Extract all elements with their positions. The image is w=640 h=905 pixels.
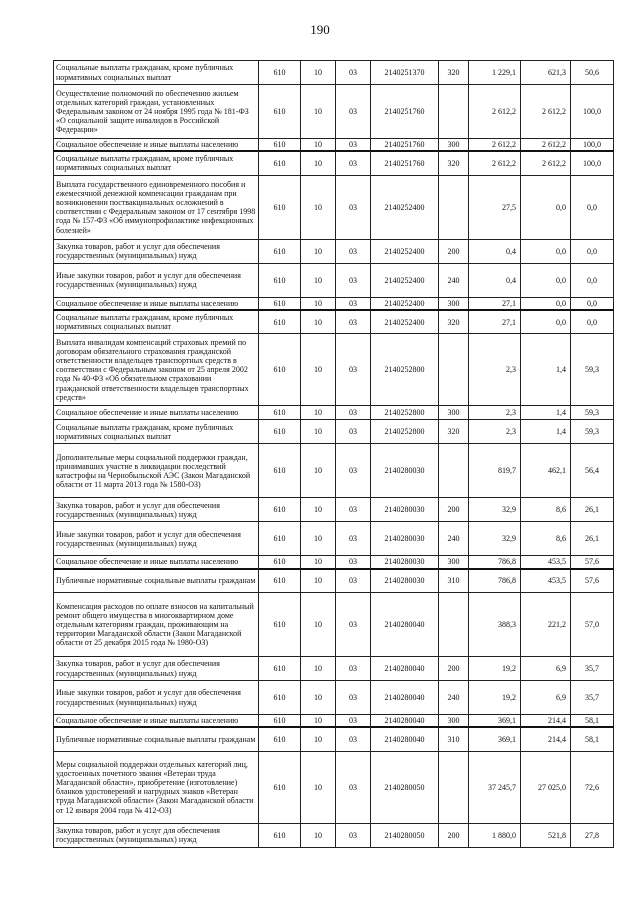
execution-percent-cell: 56,4 (571, 444, 614, 498)
section-cell: 10 (301, 175, 336, 239)
execution-percent-cell: 35,7 (571, 681, 614, 715)
row-name-cell: Закупка товаров, работ и услуг для обеспечения государственных (муниципальных) нужд (54, 239, 259, 263)
expense-type-cell (439, 444, 469, 498)
admin-code-cell: 610 (259, 715, 301, 728)
table-row (54, 727, 614, 751)
row-name-cell: Закупка товаров, работ и услуг для обеспечения государственных (муниципальных) нужд (54, 823, 259, 847)
execution-percent-cell: 57,6 (571, 556, 614, 569)
row-name-cell: Меры социальной поддержки отдельных категорий лиц, удостоенных почетного звания «Ветеран труда Магаданской области», приобретение (изготовление) бланков удостоверений и нагрудных знаков «Ветеран труда Магаданской области» (Закон Магаданской области от 12 января 2004 года № 412-ОЗ) (54, 751, 259, 823)
expense-type-cell (439, 85, 469, 139)
section-cell: 10 (301, 239, 336, 263)
target-article-cell: 2140280030 (371, 498, 439, 522)
section-cell: 10 (301, 85, 336, 139)
row-name-cell: Выплата инвалидам компенсаций страховых премий по договорам обязательного страхования гражданской ответственности владельцев транспортных средств в соответствии с Федеральным законом от 25 апреля 2002 года № 40-ФЗ «Об обязательном страховании гражданской ответственности владельцев транспортных средств» (54, 334, 259, 406)
admin-code-cell: 610 (259, 556, 301, 569)
actual-amount-cell: 521,8 (521, 823, 571, 847)
subsection-cell: 03 (336, 715, 371, 728)
expense-type-cell (439, 593, 469, 657)
actual-amount-cell: 214,4 (521, 715, 571, 728)
execution-percent-cell: 59,3 (571, 420, 614, 444)
target-article-cell: 2140252400 (371, 175, 439, 239)
row-name-cell: Социальное обеспечение и иные выплаты населению (54, 556, 259, 569)
table-row (54, 681, 614, 715)
target-article-cell: 2140252400 (371, 239, 439, 263)
actual-amount-cell: 8,6 (521, 498, 571, 522)
plan-amount-cell: 19,2 (469, 681, 521, 715)
actual-amount-cell: 462,1 (521, 444, 571, 498)
expense-type-cell: 240 (439, 263, 469, 297)
subsection-cell: 03 (336, 263, 371, 297)
execution-percent-cell: 57,0 (571, 593, 614, 657)
expense-type-cell: 320 (439, 310, 469, 334)
table-row (54, 239, 614, 263)
target-article-cell: 2140280040 (371, 593, 439, 657)
row-name-cell: Социальные выплаты гражданам, кроме публичных нормативных социальных выплат (54, 310, 259, 334)
section-cell: 10 (301, 297, 336, 310)
subsection-cell: 03 (336, 406, 371, 420)
execution-percent-cell: 100,0 (571, 139, 614, 152)
plan-amount-cell: 2 612,2 (469, 151, 521, 175)
admin-code-cell: 610 (259, 444, 301, 498)
subsection-cell: 03 (336, 556, 371, 569)
expense-type-cell: 320 (439, 61, 469, 85)
plan-amount-cell: 1 229,1 (469, 61, 521, 85)
plan-amount-cell: 369,1 (469, 727, 521, 751)
execution-percent-cell: 0,0 (571, 239, 614, 263)
admin-code-cell: 610 (259, 61, 301, 85)
execution-percent-cell: 100,0 (571, 151, 614, 175)
actual-amount-cell: 221,2 (521, 593, 571, 657)
row-name-cell: Иные закупки товаров, работ и услуг для обеспечения государственных (муниципальных) нужд (54, 263, 259, 297)
execution-percent-cell: 35,7 (571, 657, 614, 681)
admin-code-cell: 610 (259, 139, 301, 152)
subsection-cell: 03 (336, 727, 371, 751)
subsection-cell: 03 (336, 139, 371, 152)
execution-percent-cell: 57,6 (571, 569, 614, 593)
section-cell: 10 (301, 139, 336, 152)
row-name-cell: Закупка товаров, работ и услуг для обеспечения государственных (муниципальных) нужд (54, 657, 259, 681)
admin-code-cell: 610 (259, 593, 301, 657)
row-name-cell: Социальные выплаты гражданам, кроме публичных нормативных социальных выплат (54, 61, 259, 85)
section-cell: 10 (301, 823, 336, 847)
subsection-cell: 03 (336, 569, 371, 593)
target-article-cell: 2140280030 (371, 522, 439, 556)
actual-amount-cell: 6,9 (521, 657, 571, 681)
execution-percent-cell: 59,3 (571, 334, 614, 406)
target-article-cell: 2140280040 (371, 715, 439, 728)
expense-type-cell (439, 334, 469, 406)
plan-amount-cell: 388,3 (469, 593, 521, 657)
execution-percent-cell: 0,0 (571, 263, 614, 297)
subsection-cell: 03 (336, 175, 371, 239)
actual-amount-cell: 0,0 (521, 239, 571, 263)
actual-amount-cell: 2 612,2 (521, 139, 571, 152)
target-article-cell: 2140251760 (371, 151, 439, 175)
row-name-cell: Выплата государственного единовременного пособия и ежемесячной денежной компенсации гражданам при возникновении поствакцинальных осложнений в соответствии с Федеральным законом от 17 сентября 1998 года № 157-ФЗ «Об иммунопрофилактике инфекционных болезней» (54, 175, 259, 239)
section-cell: 10 (301, 556, 336, 569)
actual-amount-cell: 0,0 (521, 175, 571, 239)
execution-percent-cell: 0,0 (571, 310, 614, 334)
execution-percent-cell: 50,6 (571, 61, 614, 85)
subsection-cell: 03 (336, 681, 371, 715)
expense-type-cell: 300 (439, 139, 469, 152)
actual-amount-cell: 27 025,0 (521, 751, 571, 823)
plan-amount-cell: 0,4 (469, 263, 521, 297)
admin-code-cell: 610 (259, 657, 301, 681)
plan-amount-cell: 27,1 (469, 310, 521, 334)
table-row (54, 593, 614, 657)
section-cell: 10 (301, 420, 336, 444)
row-name-cell: Дополнительные меры социальной поддержки граждан, принимавших участие в ликвидации последствий катастрофы на Чернобыльской АЭС (Закон Магаданской области от 11 марта 2013 года № 1580-ОЗ) (54, 444, 259, 498)
actual-amount-cell: 0,0 (521, 263, 571, 297)
admin-code-cell: 610 (259, 310, 301, 334)
admin-code-cell: 610 (259, 823, 301, 847)
section-cell: 10 (301, 263, 336, 297)
target-article-cell: 2140280050 (371, 751, 439, 823)
target-article-cell: 2140252400 (371, 297, 439, 310)
target-article-cell: 2140280030 (371, 444, 439, 498)
table-row (54, 61, 614, 85)
target-article-cell: 2140252800 (371, 334, 439, 406)
subsection-cell: 03 (336, 85, 371, 139)
subsection-cell: 03 (336, 593, 371, 657)
target-article-cell: 2140252400 (371, 310, 439, 334)
actual-amount-cell: 2 612,2 (521, 85, 571, 139)
admin-code-cell: 610 (259, 751, 301, 823)
plan-amount-cell: 2,3 (469, 420, 521, 444)
admin-code-cell: 610 (259, 263, 301, 297)
plan-amount-cell: 37 245,7 (469, 751, 521, 823)
table-row (54, 823, 614, 847)
section-cell: 10 (301, 751, 336, 823)
row-name-cell: Закупка товаров, работ и услуг для обеспечения государственных (муниципальных) нужд (54, 498, 259, 522)
subsection-cell: 03 (336, 61, 371, 85)
execution-percent-cell: 27,8 (571, 823, 614, 847)
row-name-cell: Социальные выплаты гражданам, кроме публичных нормативных социальных выплат (54, 151, 259, 175)
admin-code-cell: 610 (259, 569, 301, 593)
plan-amount-cell: 2,3 (469, 406, 521, 420)
section-cell: 10 (301, 151, 336, 175)
table-row (54, 310, 614, 334)
admin-code-cell: 610 (259, 334, 301, 406)
admin-code-cell: 610 (259, 420, 301, 444)
table-row (54, 334, 614, 406)
page-number: 190 (310, 22, 330, 37)
table-row (54, 751, 614, 823)
plan-amount-cell: 27,1 (469, 297, 521, 310)
plan-amount-cell: 2,3 (469, 334, 521, 406)
expense-type-cell: 200 (439, 823, 469, 847)
plan-amount-cell: 2 612,2 (469, 139, 521, 152)
actual-amount-cell: 8,6 (521, 522, 571, 556)
section-cell: 10 (301, 727, 336, 751)
target-article-cell: 2140280040 (371, 657, 439, 681)
execution-percent-cell: 58,1 (571, 715, 614, 728)
execution-percent-cell: 58,1 (571, 727, 614, 751)
target-article-cell: 2140251370 (371, 61, 439, 85)
expense-type-cell (439, 175, 469, 239)
table-row (54, 715, 614, 728)
admin-code-cell: 610 (259, 406, 301, 420)
table-row (54, 263, 614, 297)
subsection-cell: 03 (336, 420, 371, 444)
expense-type-cell: 310 (439, 727, 469, 751)
table-row (54, 522, 614, 556)
actual-amount-cell: 453,5 (521, 569, 571, 593)
row-name-cell: Социальное обеспечение и иные выплаты населению (54, 406, 259, 420)
table-row (54, 139, 614, 152)
admin-code-cell: 610 (259, 239, 301, 263)
subsection-cell: 03 (336, 751, 371, 823)
execution-percent-cell: 26,1 (571, 522, 614, 556)
actual-amount-cell: 1,4 (521, 406, 571, 420)
subsection-cell: 03 (336, 823, 371, 847)
expense-type-cell: 310 (439, 569, 469, 593)
admin-code-cell: 610 (259, 297, 301, 310)
section-cell: 10 (301, 715, 336, 728)
table-row (54, 85, 614, 139)
section-cell: 10 (301, 310, 336, 334)
plan-amount-cell: 786,8 (469, 556, 521, 569)
row-name-cell: Социальное обеспечение и иные выплаты населению (54, 297, 259, 310)
row-name-cell: Компенсация расходов по оплате взносов на капитальный ремонт общего имущества в многоквартирном доме отдельным категориям граждан, проживающим на территории Магаданской области (Закон Магаданской области от 25 декабря 2015 года № 1980-ОЗ) (54, 593, 259, 657)
section-cell: 10 (301, 593, 336, 657)
subsection-cell: 03 (336, 239, 371, 263)
execution-percent-cell: 0,0 (571, 297, 614, 310)
target-article-cell: 2140280030 (371, 556, 439, 569)
subsection-cell: 03 (336, 334, 371, 406)
execution-percent-cell: 0,0 (571, 175, 614, 239)
section-cell: 10 (301, 657, 336, 681)
plan-amount-cell: 2 612,2 (469, 85, 521, 139)
section-cell: 10 (301, 569, 336, 593)
target-article-cell: 2140280040 (371, 727, 439, 751)
row-name-cell: Осуществление полномочий по обеспечению жильем отдельных категорий граждан, установленных Федеральным законом от 24 ноября 1995 года № 181-ФЗ «О социальной защите инвалидов в Российской Федерации» (54, 85, 259, 139)
subsection-cell: 03 (336, 498, 371, 522)
section-cell: 10 (301, 498, 336, 522)
expense-type-cell: 200 (439, 657, 469, 681)
admin-code-cell: 610 (259, 522, 301, 556)
admin-code-cell: 610 (259, 151, 301, 175)
table-row (54, 444, 614, 498)
execution-percent-cell: 59,3 (571, 406, 614, 420)
expense-type-cell: 300 (439, 297, 469, 310)
expense-type-cell: 320 (439, 151, 469, 175)
expense-type-cell: 200 (439, 498, 469, 522)
table-row (54, 657, 614, 681)
row-name-cell: Публичные нормативные социальные выплаты гражданам (54, 727, 259, 751)
expense-type-cell: 240 (439, 681, 469, 715)
plan-amount-cell: 0,4 (469, 239, 521, 263)
expense-type-cell: 320 (439, 420, 469, 444)
row-name-cell: Социальное обеспечение и иные выплаты населению (54, 715, 259, 728)
actual-amount-cell: 453,5 (521, 556, 571, 569)
plan-amount-cell: 27,5 (469, 175, 521, 239)
row-name-cell: Социальное обеспечение и иные выплаты населению (54, 139, 259, 152)
row-name-cell: Публичные нормативные социальные выплаты гражданам (54, 569, 259, 593)
subsection-cell: 03 (336, 522, 371, 556)
subsection-cell: 03 (336, 444, 371, 498)
expense-type-cell: 240 (439, 522, 469, 556)
section-cell: 10 (301, 522, 336, 556)
actual-amount-cell: 0,0 (521, 310, 571, 334)
target-article-cell: 2140280030 (371, 569, 439, 593)
table-row (54, 297, 614, 310)
execution-percent-cell: 100,0 (571, 85, 614, 139)
actual-amount-cell: 0,0 (521, 297, 571, 310)
actual-amount-cell: 1,4 (521, 420, 571, 444)
target-article-cell: 2140251760 (371, 139, 439, 152)
actual-amount-cell: 2 612,2 (521, 151, 571, 175)
expense-type-cell: 300 (439, 715, 469, 728)
expense-type-cell: 300 (439, 556, 469, 569)
execution-percent-cell: 72,6 (571, 751, 614, 823)
admin-code-cell: 610 (259, 681, 301, 715)
subsection-cell: 03 (336, 151, 371, 175)
actual-amount-cell: 621,3 (521, 61, 571, 85)
plan-amount-cell: 32,9 (469, 498, 521, 522)
table-row (54, 420, 614, 444)
execution-percent-cell: 26,1 (571, 498, 614, 522)
actual-amount-cell: 1,4 (521, 334, 571, 406)
subsection-cell: 03 (336, 310, 371, 334)
table-row (54, 406, 614, 420)
admin-code-cell: 610 (259, 727, 301, 751)
table-row (54, 556, 614, 569)
plan-amount-cell: 32,9 (469, 522, 521, 556)
section-cell: 10 (301, 681, 336, 715)
actual-amount-cell: 6,9 (521, 681, 571, 715)
expense-type-cell (439, 751, 469, 823)
target-article-cell: 2140252800 (371, 406, 439, 420)
plan-amount-cell: 1 880,0 (469, 823, 521, 847)
table-row (54, 175, 614, 239)
table-row (54, 569, 614, 593)
actual-amount-cell: 214,4 (521, 727, 571, 751)
section-cell: 10 (301, 61, 336, 85)
target-article-cell: 2140280050 (371, 823, 439, 847)
row-name-cell: Иные закупки товаров, работ и услуг для обеспечения государственных (муниципальных) нужд (54, 522, 259, 556)
target-article-cell: 2140251760 (371, 85, 439, 139)
admin-code-cell: 610 (259, 498, 301, 522)
subsection-cell: 03 (336, 657, 371, 681)
plan-amount-cell: 786,8 (469, 569, 521, 593)
expense-type-cell: 200 (439, 239, 469, 263)
target-article-cell: 2140280040 (371, 681, 439, 715)
admin-code-cell: 610 (259, 175, 301, 239)
subsection-cell: 03 (336, 297, 371, 310)
expense-type-cell: 300 (439, 406, 469, 420)
target-article-cell: 2140252400 (371, 263, 439, 297)
section-cell: 10 (301, 406, 336, 420)
section-cell: 10 (301, 334, 336, 406)
table-row (54, 151, 614, 175)
plan-amount-cell: 19,2 (469, 657, 521, 681)
section-cell: 10 (301, 444, 336, 498)
plan-amount-cell: 369,1 (469, 715, 521, 728)
target-article-cell: 2140252800 (371, 420, 439, 444)
table-row (54, 498, 614, 522)
plan-amount-cell: 819,7 (469, 444, 521, 498)
budget-table (53, 60, 614, 848)
admin-code-cell: 610 (259, 85, 301, 139)
row-name-cell: Социальные выплаты гражданам, кроме публичных нормативных социальных выплат (54, 420, 259, 444)
row-name-cell: Иные закупки товаров, работ и услуг для обеспечения государственных (муниципальных) нужд (54, 681, 259, 715)
